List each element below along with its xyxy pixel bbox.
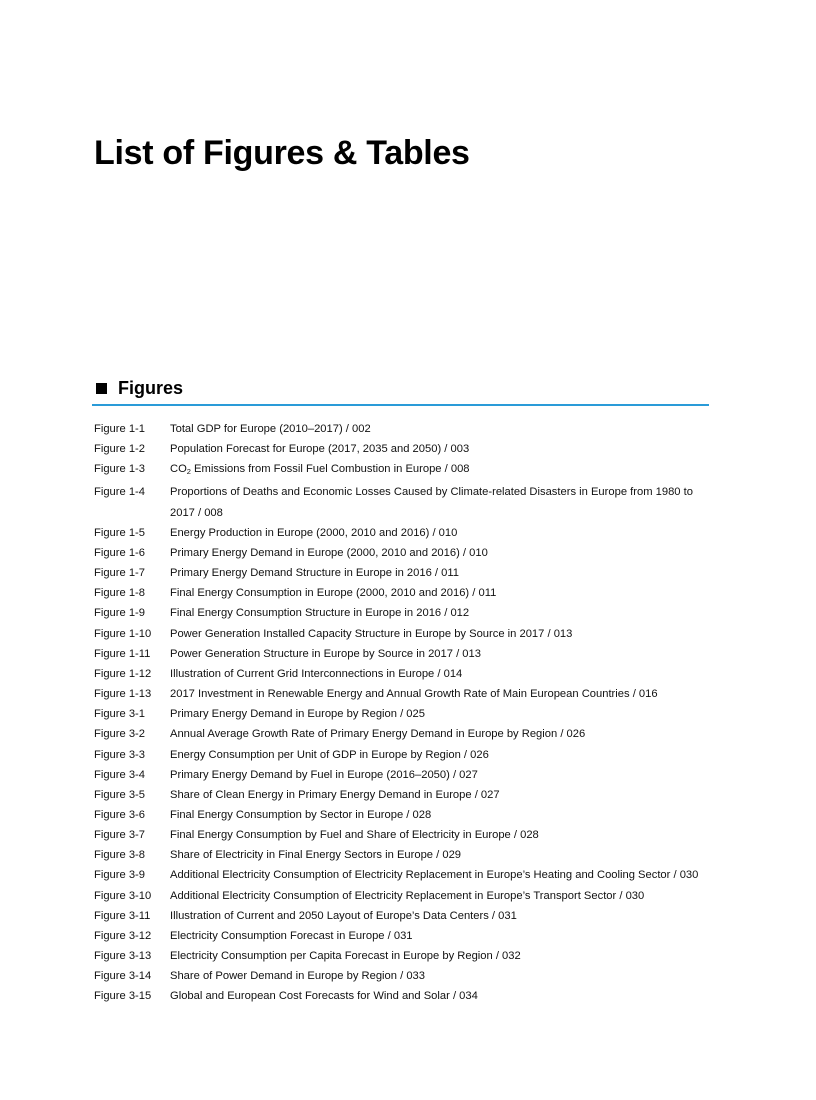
figure-entry-3-15[interactable]	[94, 986, 714, 1006]
figure-entry-1-9[interactable]	[94, 603, 714, 623]
figure-number: Figure 3-14	[94, 970, 152, 983]
figure-number: Figure 3-5	[94, 788, 145, 801]
figure-number: Figure 3-11	[94, 909, 151, 922]
subscript: 2	[186, 467, 191, 477]
figure-entry-1-10[interactable]	[94, 624, 714, 644]
figure-entry-1-8[interactable]	[94, 583, 714, 603]
section-divider	[92, 404, 709, 406]
figure-entry-3-12[interactable]	[94, 926, 714, 946]
figure-title: Primary Energy Demand Structure in Europe in 2016 / 011	[170, 567, 459, 580]
figure-entry-1-2[interactable]	[94, 439, 714, 459]
figure-title	[170, 459, 714, 482]
figure-entry-3-11[interactable]	[94, 906, 714, 926]
figure-title: Electricity Consumption Forecast in Europe / 031	[170, 929, 413, 942]
figure-number: Figure 1-6	[94, 546, 145, 559]
figure-title: Primary Energy Demand by Fuel in Europe (2016–2050) / 027	[170, 768, 478, 781]
figure-title: Illustration of Current and 2050 Layout of Europe’s Data Centers / 031	[170, 909, 517, 922]
section-title: Figures	[118, 378, 184, 398]
figure-number: Figure 1-12	[94, 667, 152, 680]
figure-title: 2017 Investment in Renewable Energy and Annual Growth Rate of Main European Countries / 016	[170, 688, 658, 701]
figure-title: Power Generation Structure in Europe by Source in 2017 / 013	[170, 647, 481, 660]
figure-entry-3-3[interactable]	[94, 745, 714, 765]
figure-entry-3-4[interactable]	[94, 765, 714, 785]
figure-title: Proportions of Deaths and Economic Losses Caused by Climate-related Disasters in Europe from 1980 to 2017 / 008	[170, 486, 693, 519]
figure-entry-1-3[interactable]	[94, 459, 714, 482]
figure-title: Share of Clean Energy in Primary Energy Demand in Europe / 027	[170, 788, 500, 801]
figure-number: Figure 1-9	[94, 607, 145, 620]
figure-number: Figure 1-10	[94, 627, 152, 640]
figure-entry-1-7[interactable]	[94, 563, 714, 583]
figure-entry-3-7[interactable]	[94, 825, 714, 845]
page-title: List of Figures & Tables	[94, 134, 470, 172]
figure-entry-1-6[interactable]	[94, 543, 714, 563]
figure-entry-3-9[interactable]	[94, 865, 714, 885]
figure-entry-1-1[interactable]	[94, 419, 714, 439]
figure-number: Figure 3-7	[94, 829, 145, 842]
figure-title: Global and European Cost Forecasts for Wind and Solar / 034	[170, 990, 478, 1003]
figure-entry-1-11[interactable]	[94, 644, 714, 664]
figure-list	[94, 419, 714, 1007]
figure-title: Primary Energy Demand in Europe (2000, 2010 and 2016) / 010	[170, 546, 488, 559]
figure-number: Figure 3-6	[94, 808, 145, 821]
figure-title-rest: Emissions from Fossil Fuel Combustion in Europe / 008	[190, 463, 470, 476]
figure-number: Figure 3-10	[94, 889, 152, 902]
figure-title: Energy Production in Europe (2000, 2010 and 2016) / 010	[170, 526, 458, 539]
figure-entry-3-14[interactable]	[94, 966, 714, 986]
figure-number: Figure 1-8	[94, 587, 145, 600]
figure-title: Total GDP for Europe (2010–2017) / 002	[170, 423, 371, 435]
figure-entry-3-1[interactable]	[94, 704, 714, 724]
figure-number: Figure 3-8	[94, 849, 145, 862]
figure-title: Share of Power Demand in Europe by Region / 033	[170, 970, 425, 983]
figure-entry-3-8[interactable]	[94, 845, 714, 865]
figure-title: Power Generation Installed Capacity Structure in Europe by Source in 2017 / 013	[170, 627, 573, 640]
figure-entry-3-2[interactable]	[94, 724, 714, 744]
figure-number: Figure 1-13	[94, 688, 152, 701]
figure-number: Figure 3-2	[94, 728, 145, 741]
figure-entry-3-5[interactable]	[94, 785, 714, 805]
figure-title: Share of Electricity in Final Energy Sectors in Europe / 029	[170, 849, 462, 862]
figure-entry-3-10[interactable]	[94, 886, 714, 906]
figure-number: Figure 1-2	[94, 443, 145, 456]
figure-entry-3-13[interactable]	[94, 946, 714, 966]
figure-title: Annual Average Growth Rate of Primary Energy Demand in Europe by Region / 026	[170, 728, 586, 741]
figure-entry-1-12[interactable]	[94, 664, 714, 684]
figure-title: Additional Electricity Consumption of Electricity Replacement in Europe’s Heating and Cooling Sector / 030	[170, 869, 699, 882]
figure-number: Figure 1-11	[94, 647, 151, 660]
figure-title: Primary Energy Demand in Europe by Region / 025	[170, 708, 425, 721]
figure-number: Figure 3-4	[94, 768, 145, 781]
figure-title: Electricity Consumption per Capita Forecast in Europe by Region / 032	[170, 950, 521, 963]
figure-number: Figure 3-13	[94, 950, 152, 963]
figure-number: Figure 1-3	[94, 463, 145, 476]
figure-entry-1-13[interactable]	[94, 684, 714, 704]
figure-number: Figure 3-3	[94, 748, 145, 761]
figure-entry-1-4[interactable]	[94, 482, 714, 522]
figure-number: Figure 3-15	[94, 990, 152, 1003]
figure-number: Figure 3-12	[94, 929, 152, 942]
figure-entry-1-5[interactable]	[94, 523, 714, 543]
figure-title: Additional Electricity Consumption of Electricity Replacement in Europe’s Transport Sector / 030	[170, 889, 645, 902]
figure-title: Population Forecast for Europe (2017, 2035 and 2050) / 003	[170, 443, 470, 456]
square-bullet-icon	[96, 383, 107, 394]
figure-number: Figure 1-5	[94, 526, 145, 539]
figures-section-header	[94, 378, 709, 406]
figure-number: Figure 1-1	[94, 423, 145, 435]
figure-number: Figure 1-4	[94, 486, 145, 499]
figure-title: Illustration of Current Grid Interconnections in Europe / 014	[170, 667, 463, 680]
figure-title: Final Energy Consumption Structure in Europe in 2016 / 012	[170, 607, 470, 620]
figure-entry-3-6[interactable]	[94, 805, 714, 825]
figure-number: Figure 1-7	[94, 567, 145, 580]
figure-number: Figure 3-1	[94, 708, 145, 721]
chemical-formula: CO	[170, 463, 187, 476]
figure-number: Figure 3-9	[94, 869, 145, 882]
figure-title: Final Energy Consumption by Sector in Europe / 028	[170, 808, 432, 821]
figure-title: Energy Consumption per Unit of GDP in Europe by Region / 026	[170, 748, 489, 761]
figure-title: Final Energy Consumption in Europe (2000, 2010 and 2016) / 011	[170, 587, 497, 600]
figure-title: Final Energy Consumption by Fuel and Share of Electricity in Europe / 028	[170, 829, 539, 842]
